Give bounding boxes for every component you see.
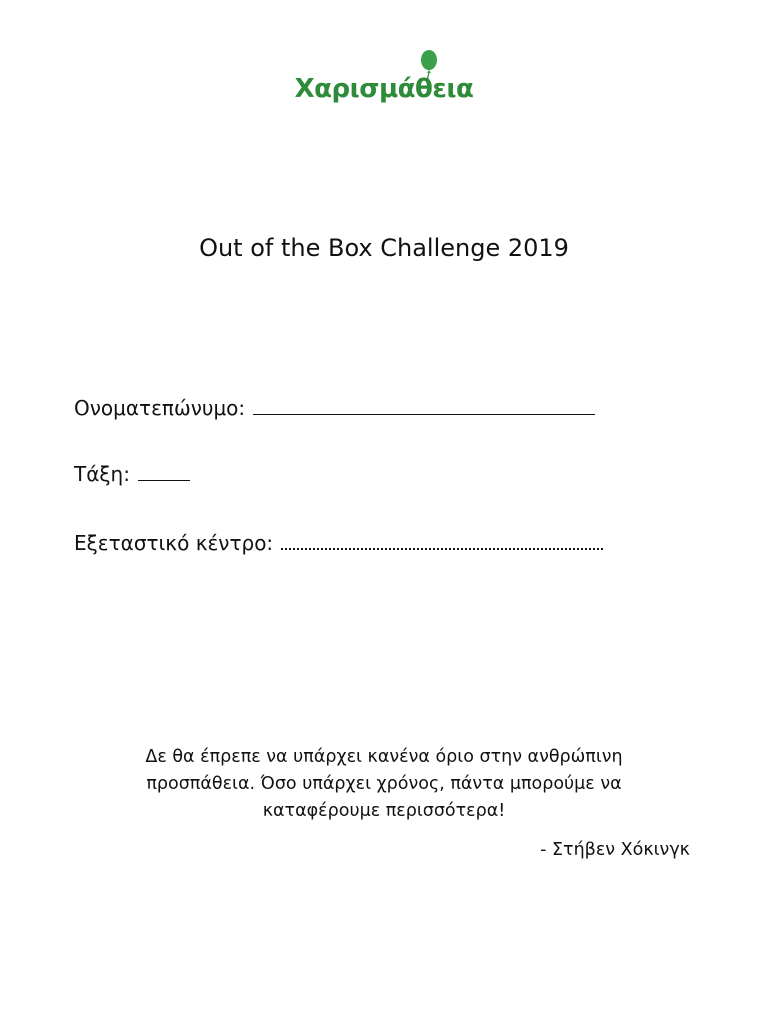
center-field-label: Εξεταστικό κέντρο: xyxy=(74,531,274,555)
brand-logo xyxy=(0,48,768,112)
name-answer-line xyxy=(253,398,595,415)
class-answer-line xyxy=(138,464,190,481)
name-field-label: Ονοματεπώνυμο: xyxy=(74,396,246,420)
center-field xyxy=(74,531,603,555)
name-field xyxy=(74,396,595,420)
class-field-label: Τάξη: xyxy=(74,462,130,486)
quote-author: - Στήβεν Χόκινγκ xyxy=(540,840,690,860)
center-answer-line xyxy=(281,532,603,550)
brand-logo-text: Χαρισμάθεια xyxy=(294,74,474,104)
quote-text: Δε θα έπρεπε να υπάρχει κανένα όριο στην ανθρώπινη προσπάθεια. Όσο υπάρχει χρόνος, πάντα μπορούμε να καταφέρουμε περισσότερα! xyxy=(145,747,623,821)
page-title: Out of the Box Challenge 2019 xyxy=(199,234,569,262)
class-field xyxy=(74,462,190,486)
